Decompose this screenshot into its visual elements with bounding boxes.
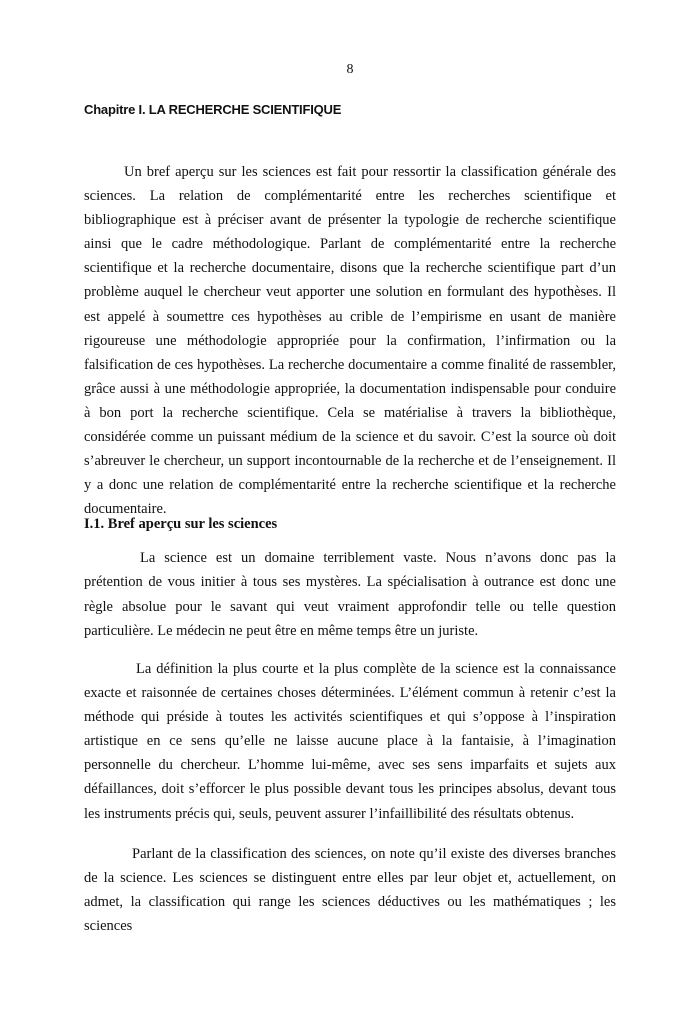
section-title: I.1. Bref aperçu sur les sciences	[84, 516, 278, 532]
section-paragraph-3: Parlant de la classification des sciences, on note qu’il existe des diverses branches de la science. Les sciences se distinguent entre elles par leur objet et, actuellement, on admet, la classification qui range les sciences déductives ou les mathématiques ; les sciences	[84, 846, 616, 935]
intro-paragraph: Un bref aperçu sur les sciences est fait pour ressortir la classification générale des sciences. La relation de complémentarité entre les recherches scientifique et bibliographique est à préciser avant de présenter la typologie de recherche scientifique ainsi que le cadre méthodologique. Parlant de complémentarité entre la recherche scientifique et la recherche documentaire, disons que la recherche scientifique part d’un problème auquel le chercheur veut apporter une solution en formulant des hypothèses. Il est appelé à soumettre ces hypothèses au crible de l’empirisme en usant de manière rigoureuse une méthodologie appropriée pour la confirmation, l’infirmation ou la falsification de ces hypothèses. La recherche documentaire a comme finalité de rassembler, grâce aussi à une méthodologie appropriée, la documentation indispensable pour conduire à bon port la recherche scientifique. Cela se matérialise à travers la bibliothèque, considérée comme un puissant médium de la science et du savoir. C’est la source où doit s’abreuver le chercheur, un support incontournable de la recherche et de l’enseignement. Il y a donc une relation de complémentarité entre la recherche scientifique et la recherche documentaire.	[84, 164, 616, 518]
chapter-title: Chapitre I. LA RECHERCHE SCIENTIFIQUE	[84, 102, 342, 117]
page-number: 8	[346, 62, 354, 77]
section-paragraph-1: La science est un domaine terriblement vaste. Nous n’avons donc pas la prétention de vous initier à tous ses mystères. La spécialisation à outrance est donc une règle absolue pour le savant qui veut vraiment approfondir telle ou telle question particulière. Le médecin ne peut être en même temps être un juriste.	[84, 550, 616, 639]
section-paragraph-2: La définition la plus courte et la plus complète de la science est la connaissance exacte et raisonnée de certaines choses déterminées. L’élément commun à retenir c’est la méthode qui préside à toutes les activités scientifiques et qui s’oppose à l’inspiration artistique en ce sens qu’elle ne laisse aucune place à la fantaisie, à l’imagination personnelle du chercheur. L’homme lui-même, avec ses sens imparfaits et sujets aux défaillances, doit s’efforcer le plus possible devant tous les principes absolus, devant tous les instruments précis qui, seuls, peuvent assurer l’infaillibilité des résultats obtenus.	[84, 661, 616, 822]
